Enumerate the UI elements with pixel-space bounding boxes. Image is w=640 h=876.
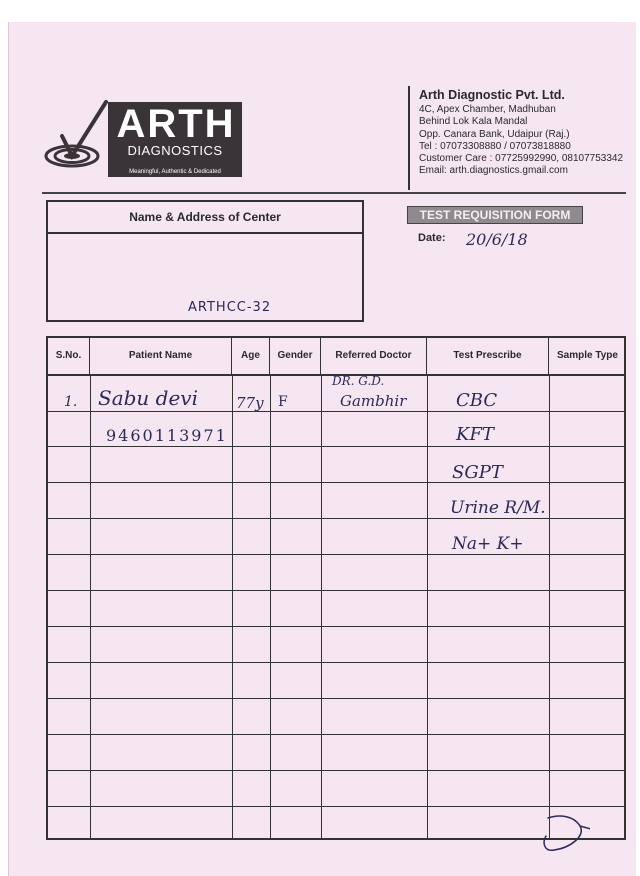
address-line-1: 4C, Apex Chamber, Madhuban [419, 104, 556, 115]
entry-sno: 1. [64, 394, 78, 410]
arth-logo [44, 98, 244, 178]
header-sample-type: Sample Type [557, 350, 618, 361]
row-divider [48, 662, 624, 663]
test-table [46, 336, 626, 840]
signature-mark [540, 812, 590, 860]
row-divider [48, 554, 624, 555]
logo-brand: ARTH [116, 102, 236, 146]
row-divider [48, 770, 624, 771]
entry-doctor-line2: Gambhir [340, 392, 407, 410]
center-title: Name & Address of Center [48, 202, 362, 234]
target-check-icon [44, 98, 114, 178]
telephone-line: Tel : 07073308880 / 07073818880 [419, 140, 571, 152]
row-divider [48, 734, 624, 735]
row-divider [48, 590, 624, 591]
table-header [48, 338, 624, 376]
row-divider [48, 806, 624, 807]
entry-test-2: KFT [456, 424, 494, 445]
logo-subtitle: DIAGNOSTICS [127, 143, 223, 158]
row-divider [48, 698, 624, 699]
header-test-prescribe: Test Prescribe [427, 338, 549, 374]
row-divider [48, 482, 624, 483]
row-divider [48, 626, 624, 627]
center-code: ARTHCC-32 [188, 300, 272, 315]
entry-test-5: Na+ K+ [452, 534, 524, 554]
date-label: Date: [418, 232, 446, 244]
logo-panel [108, 102, 242, 168]
header-divider [42, 192, 626, 194]
header-sno: S.No. [48, 338, 90, 374]
address-line-2: Behind Lok Kala Mandal [419, 116, 528, 128]
address-line-3: Opp. Canara Bank, Udaipur (Raj.) [419, 128, 570, 140]
company-name: Arth Diagnostic Pvt. Ltd. [419, 88, 565, 102]
header-patient-name: Patient Name [90, 338, 232, 374]
email-line: Email: arth.diagnostics.gmail.com [419, 165, 568, 177]
entry-test-3: SGPT [452, 462, 503, 483]
header-gender: Gender [270, 338, 321, 374]
center-address-box [46, 200, 364, 322]
entry-test-4: Urine R/M. [450, 498, 546, 518]
entry-gender: F [278, 394, 288, 410]
row-divider [48, 411, 624, 412]
entry-phone: 9460113971 [106, 426, 228, 445]
entry-test-1: CBC [456, 390, 498, 411]
row-divider [48, 518, 624, 519]
company-info [408, 86, 634, 190]
customer-care-line: Customer Care : 07725992990, 08107753342 [419, 153, 624, 165]
header-age: Age [232, 338, 270, 374]
date-value: 20/6/18 [466, 230, 528, 249]
form-title: TEST REQUISITION FORM [407, 206, 583, 224]
logo-tagline: Meaningful, Authentic & Dedicated [108, 168, 242, 177]
header-referred-doctor: Referred Doctor [321, 338, 427, 374]
entry-patient-name: Sabu devi [98, 386, 198, 410]
entry-doctor-line1: DR. G.D. [332, 374, 385, 388]
entry-age: 77y [236, 394, 264, 412]
row-divider [48, 446, 624, 447]
